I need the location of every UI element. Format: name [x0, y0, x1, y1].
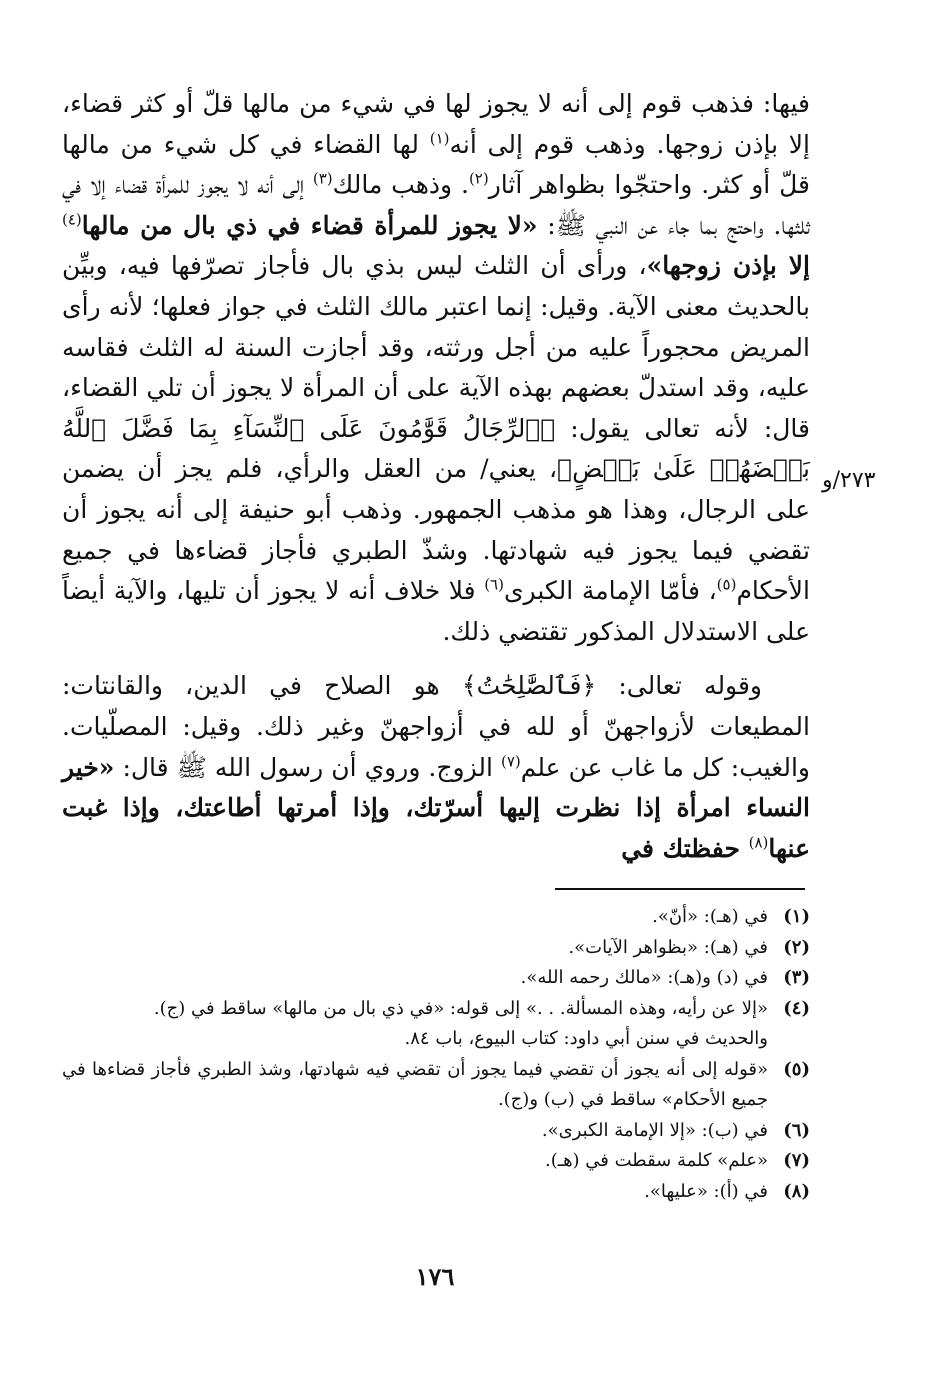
footnote	[62, 1055, 810, 1116]
main-text	[62, 84, 810, 869]
footnote-ref: (٤)	[62, 210, 82, 229]
footnote	[62, 902, 810, 933]
footnote	[62, 1116, 810, 1147]
footnote-number: (١)	[783, 906, 810, 927]
hadith-quote: «لا يجوز للمرأة قضاء في ذي بال من مالها	[81, 210, 538, 240]
text-span: فلا خلاف أنه لا يجوز أن تليها، والآية أيضاً على الاستدلال المذكور تقتضي ذلك.	[62, 576, 810, 646]
footnote-text: في (د) و(هـ): «مالك رحمه الله».	[520, 967, 768, 988]
quran-verse: ﴿فَٱلصَّٰلِحَٰتُ﴾	[461, 671, 597, 701]
footnote-text: في (هـ): «بظواهر الآيات».	[568, 936, 768, 958]
text-span: وقوله تعالى:	[596, 671, 762, 701]
footnote-ref: (١)	[429, 129, 450, 148]
quran-verse: ﴿ٱلرِّجَالُ قَوَّٰمُونَ عَلَى ٱلنِّسَآءِ بِمَا فَضَّلَ ٱللَّهُ بَعۡضَهُمۡ عَلَىٰ بَعۡضٍ﴾	[62, 413, 810, 484]
text-span: الزوج. وروي أن رسول الله ﷺ قال:	[114, 752, 501, 782]
text-span: ، ورأى أن الثلث ليس بذي بال فأجاز تصرّفها فيه، وبيِّن بالحديث معنى الآية. وقيل: إنما اعتبر مالك الثلث في جواز فعلها؛ لأنه رأى المريض محجوراً عليه من أجل ورثته، وقد أجازت السنة له الثلث فقاسه عليه، وقد استدلّ بعضهم بهذه الآية على أن المرأة لا يجوز أن تلي القضاء، قال: لأنه تعالى يقول:	[62, 251, 810, 443]
footnote-ref: (٢)	[468, 169, 489, 188]
paragraph-2	[62, 666, 810, 869]
footnote-text	[62, 994, 768, 1055]
footnote	[62, 1146, 810, 1177]
page-number: ١٧٦	[415, 1262, 455, 1291]
text-span: هو الصلاح في الدين، والقانتات: المطيعات لأزواجهنّ أو لله في أزواجهنّ وغير ذلك. وقيل: المصلّيات. والغيب: كل ما غاب عن علم	[62, 671, 810, 782]
text-span: ، فأمّا الإمامة الكبرى	[503, 576, 717, 606]
footnote-text: في (هـ): «أنّ».	[652, 906, 768, 927]
footnote-line: والحديث في سنن أبي داود: كتاب البيوع، باب ٨٤.	[404, 1028, 768, 1049]
footnote-text: «علم» كلمة سقطت في (هـ).	[545, 1150, 768, 1171]
footnote-number: (٢)	[783, 936, 810, 958]
footnote-text: في (أ): «عليها».	[644, 1180, 768, 1202]
footnote	[62, 1177, 810, 1208]
footnote-number: (٨)	[783, 1180, 810, 1202]
footnotes	[62, 902, 810, 1207]
footnote-line: «إلا عن رأيه، وهذه المسألة. . .» إلى قوله: «في ذي بال من مالها» ساقط في (ج).	[153, 997, 768, 1019]
footnote-ref: (٨)	[748, 833, 769, 852]
text-span: إلى أنه لا يجوز للمرأة قضاء إلا في ثلثها. واحتج بما جاء عن النبي ﷺ:	[62, 170, 810, 240]
text-span: لها القضاء في كل شيء من مالها قلّ أو كثر. واحتجّوا بظواهر آثار	[62, 129, 810, 200]
hadith-quote: حفظتك في	[621, 833, 749, 863]
footnote	[62, 963, 810, 994]
footnote	[62, 933, 810, 964]
footnote-ref: (٧)	[500, 752, 521, 771]
footnote-number: (٤)	[783, 997, 810, 1019]
footnote-number: (٣)	[783, 967, 810, 988]
paragraph-1	[62, 84, 810, 652]
text-span: ، يعني/ من العقل والرأي، فلم يجز أن يضمن على الرجال، وهذا هو مذهب الجمهور. وذهب أبو حنيفة إلى أنه يجوز أن تقضي فيما يجوز فيه شهادتها. وشذّ الطبري فأجاز قضاءها في جميع الأحكام	[62, 454, 810, 606]
footnote-number: (٧)	[783, 1150, 810, 1171]
margin-folio-note: ٢٧٣/و	[822, 468, 876, 493]
hadith-quote: إلا بإذن زوجها»	[646, 251, 810, 281]
text-span: . وذهب مالك	[332, 170, 469, 200]
hadith-quote: «خير النساء امرأة إذا نظرت إليها أسرّتك، وإذا أمرتها أطاعتك، وإذا غبت عنها	[62, 752, 810, 863]
footnote-ref: (٦)	[484, 575, 504, 594]
footnote	[62, 994, 810, 1055]
footnote-text: «قوله إلى أنه يجوز أن تقضي فيما يجوز أن تقضي فيه شهادتها، وشذ الطبري فأجاز قضاءها في جميع الأحكام» ساقط في (ب) و(ج).	[62, 1058, 768, 1110]
footnote-number: (٥)	[783, 1058, 810, 1080]
footnote-ref: (٣)	[312, 169, 333, 188]
text-span: فيها: فذهب قوم إلى أنه لا يجوز لها في شيء من مالها قلّ أو كثر قضاء، إلا بإذن زوجها. وذهب قوم إلى أنه	[62, 89, 810, 159]
footnote-ref: (٥)	[716, 575, 737, 594]
footnote-number: (٦)	[783, 1119, 810, 1141]
footnote-divider	[555, 888, 805, 890]
footnote-text: في (ب): «إلا الإمامة الكبرى».	[541, 1119, 768, 1141]
